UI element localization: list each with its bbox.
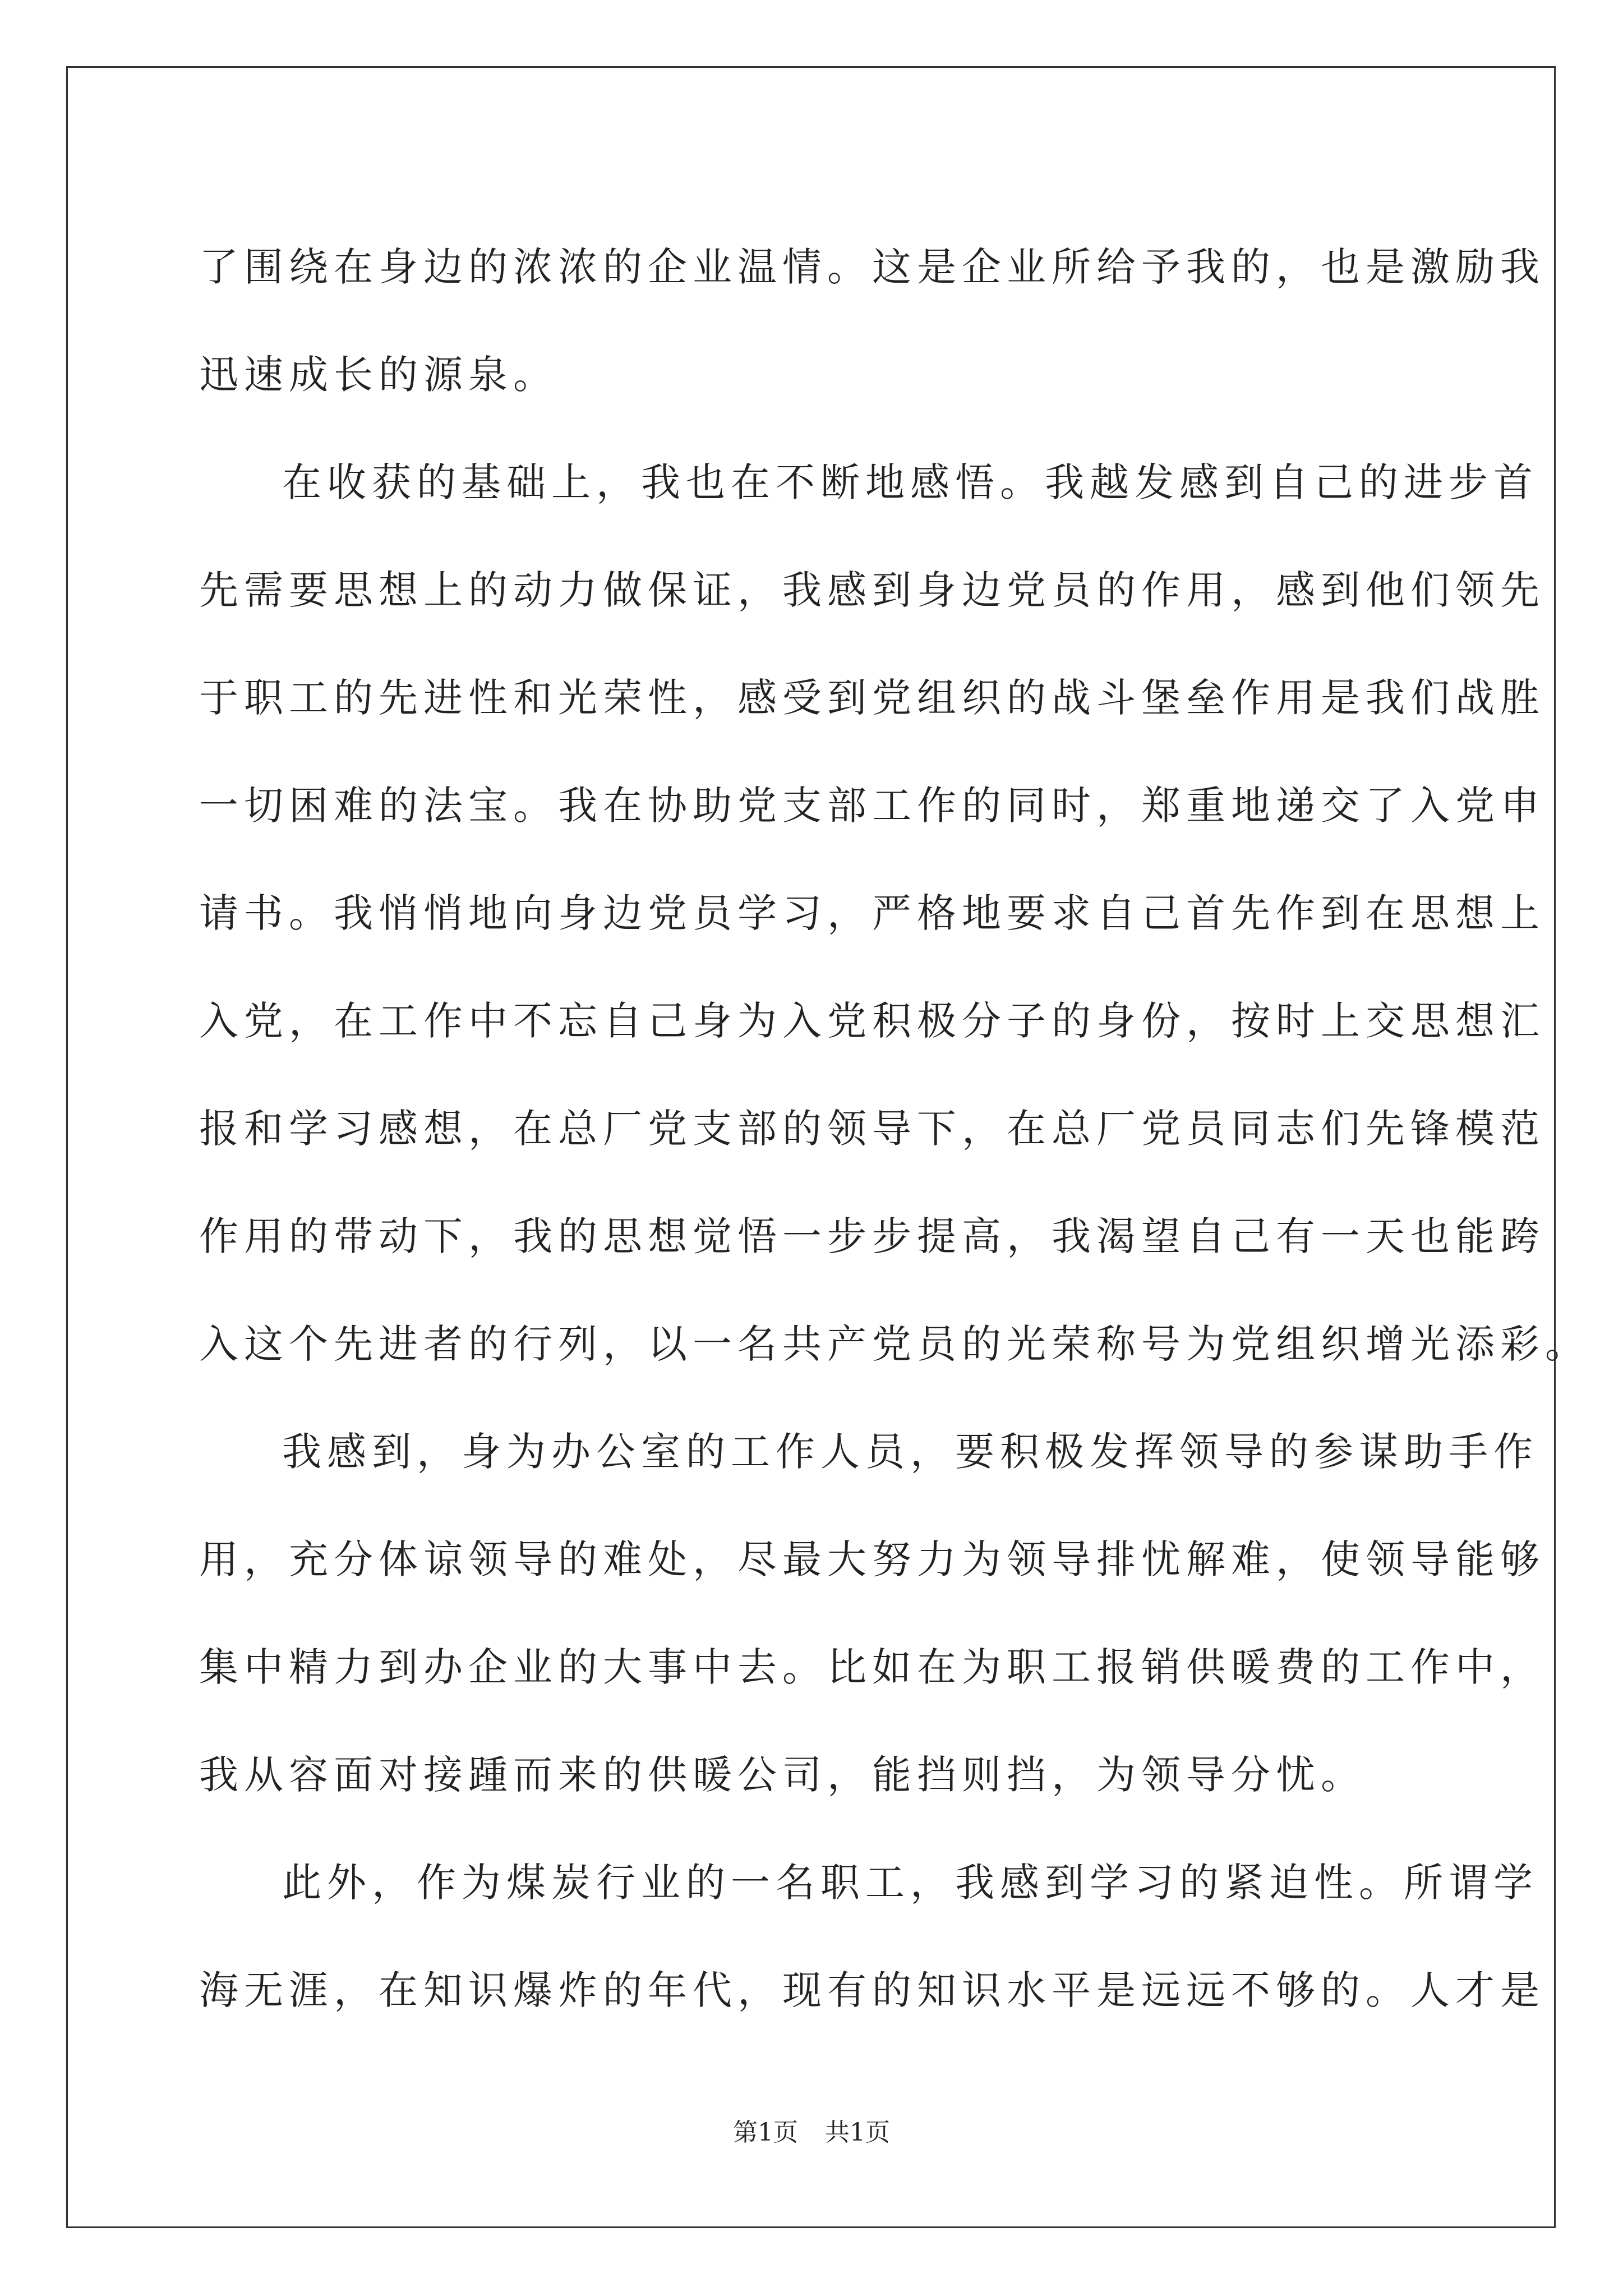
text-line: 作用的带动下，我的思想觉悟一步步提高，我渴望自己有一天也能跨	[199, 1213, 1545, 1259]
text-line: 我感到，身为办公室的工作人员，要积极发挥领导的参谋助手作	[282, 1429, 1538, 1475]
text-line: 入这个先进者的行列，以一名共产党员的光荣称号为党组织增光添彩。	[199, 1321, 1590, 1367]
text-line: 用，充分体谅领导的难处，尽最大努力为领导排忧解难，使领导能够	[199, 1536, 1545, 1582]
document-body	[199, 213, 1590, 2044]
text-line: 海无涯，在知识爆炸的年代，现有的知识水平是远远不够的。人才是	[199, 1967, 1545, 2013]
text-line: 一切困难的法宝。我在协助党支部工作的同时，郑重地递交了入党申	[199, 783, 1545, 829]
text-line: 迅速成长的源泉。	[199, 352, 558, 398]
page-number: 第1页	[733, 2118, 798, 2147]
text-line: 在收获的基础上，我也在不断地感悟。我越发感到自己的进步首	[282, 459, 1538, 505]
text-line: 集中精力到办企业的大事中去。比如在为职工报销供暖费的工作中，	[199, 1644, 1545, 1690]
text-line: 先需要思想上的动力做保证，我感到身边党员的作用，感到他们领先	[199, 567, 1545, 613]
paragraph-2	[199, 429, 1590, 1398]
paragraph-3	[199, 1398, 1545, 1829]
paragraph-4	[199, 1829, 1545, 2044]
text-line: 请书。我悄悄地向身边党员学习，严格地要求自己首先作到在思想上	[199, 890, 1545, 936]
text-line: 于职工的先进性和光荣性，感受到党组织的战斗堡垒作用是我们战胜	[199, 675, 1545, 721]
text-line: 此外，作为煤炭行业的一名职工，我感到学习的紧迫性。所谓学	[282, 1860, 1538, 1906]
page-footer	[0, 2112, 1623, 2148]
text-line: 报和学习感想，在总厂党支部的领导下，在总厂党员同志们先锋模范	[199, 1106, 1545, 1152]
paragraph-1	[199, 213, 1545, 429]
text-line: 了围绕在身边的浓浓的企业温情。这是企业所给予我的，也是激励我	[199, 244, 1545, 290]
text-line: 入党，在工作中不忘自己身为入党积极分子的身份，按时上交思想汇	[199, 998, 1545, 1044]
page-total: 共1页	[825, 2118, 890, 2147]
text-line: 我从容面对接踵而来的供暖公司，能挡则挡，为领导分忧。	[199, 1752, 1366, 1798]
